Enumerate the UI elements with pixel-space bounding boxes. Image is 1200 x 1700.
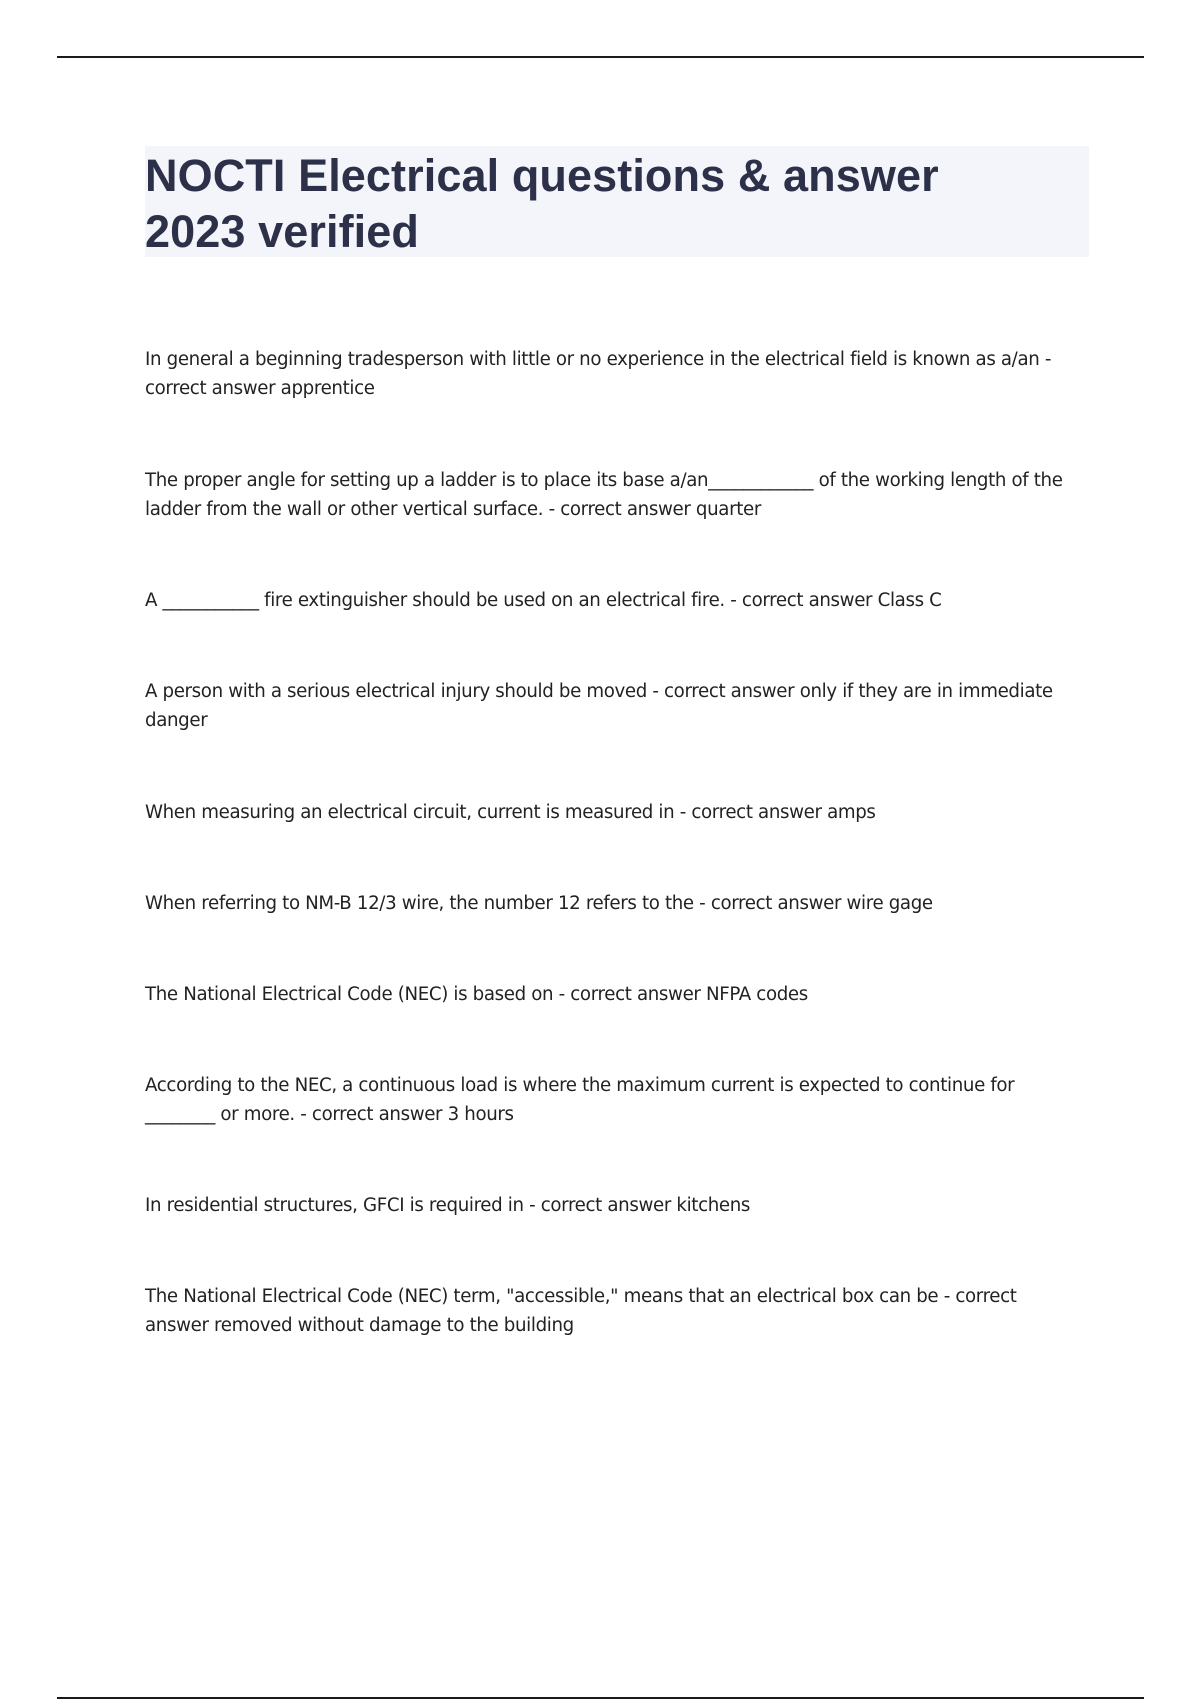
qa-item: The National Electrical Code (NEC) term, "accessible," means that an electrical box can be - correct answer removed without damage to the building — [145, 1286, 1017, 1336]
qa-item: In residential structures, GFCI is required in - correct answer kitchens — [145, 1195, 751, 1216]
page-title-line-1: NOCTI Electrical questions & answer — [145, 150, 939, 201]
title-block — [145, 146, 1089, 257]
qa-item: A ___________ fire extinguisher should be used on an electrical fire. - correct answer Class C — [145, 590, 942, 611]
qa-item: The proper angle for setting up a ladder is to place its base a/an____________ of the working length of the ladder from the wall or other vertical surface. - correct answer quarter — [145, 470, 1063, 520]
qa-item: In general a beginning tradesperson with little or no experience in the electrical field is known as a/an - correct answer apprentice — [145, 349, 1052, 399]
page-title — [145, 146, 1089, 260]
qa-item: The National Electrical Code (NEC) is based on - correct answer NFPA codes — [145, 984, 808, 1005]
qa-item: According to the NEC, a continuous load is where the maximum current is expected to continue for ________ or more. - correct answer 3 hours — [145, 1075, 1015, 1125]
top-rule — [57, 56, 1144, 58]
qa-item: When measuring an electrical circuit, current is measured in - correct answer amps — [145, 802, 876, 823]
page-title-line-2: 2023 verified — [145, 206, 419, 257]
qa-item: A person with a serious electrical injury should be moved - correct answer only if they are in immediate danger — [145, 681, 1053, 731]
bottom-rule — [57, 1697, 1144, 1699]
qa-item: When referring to NM-B 12/3 wire, the number 12 refers to the - correct answer wire gage — [145, 893, 933, 914]
